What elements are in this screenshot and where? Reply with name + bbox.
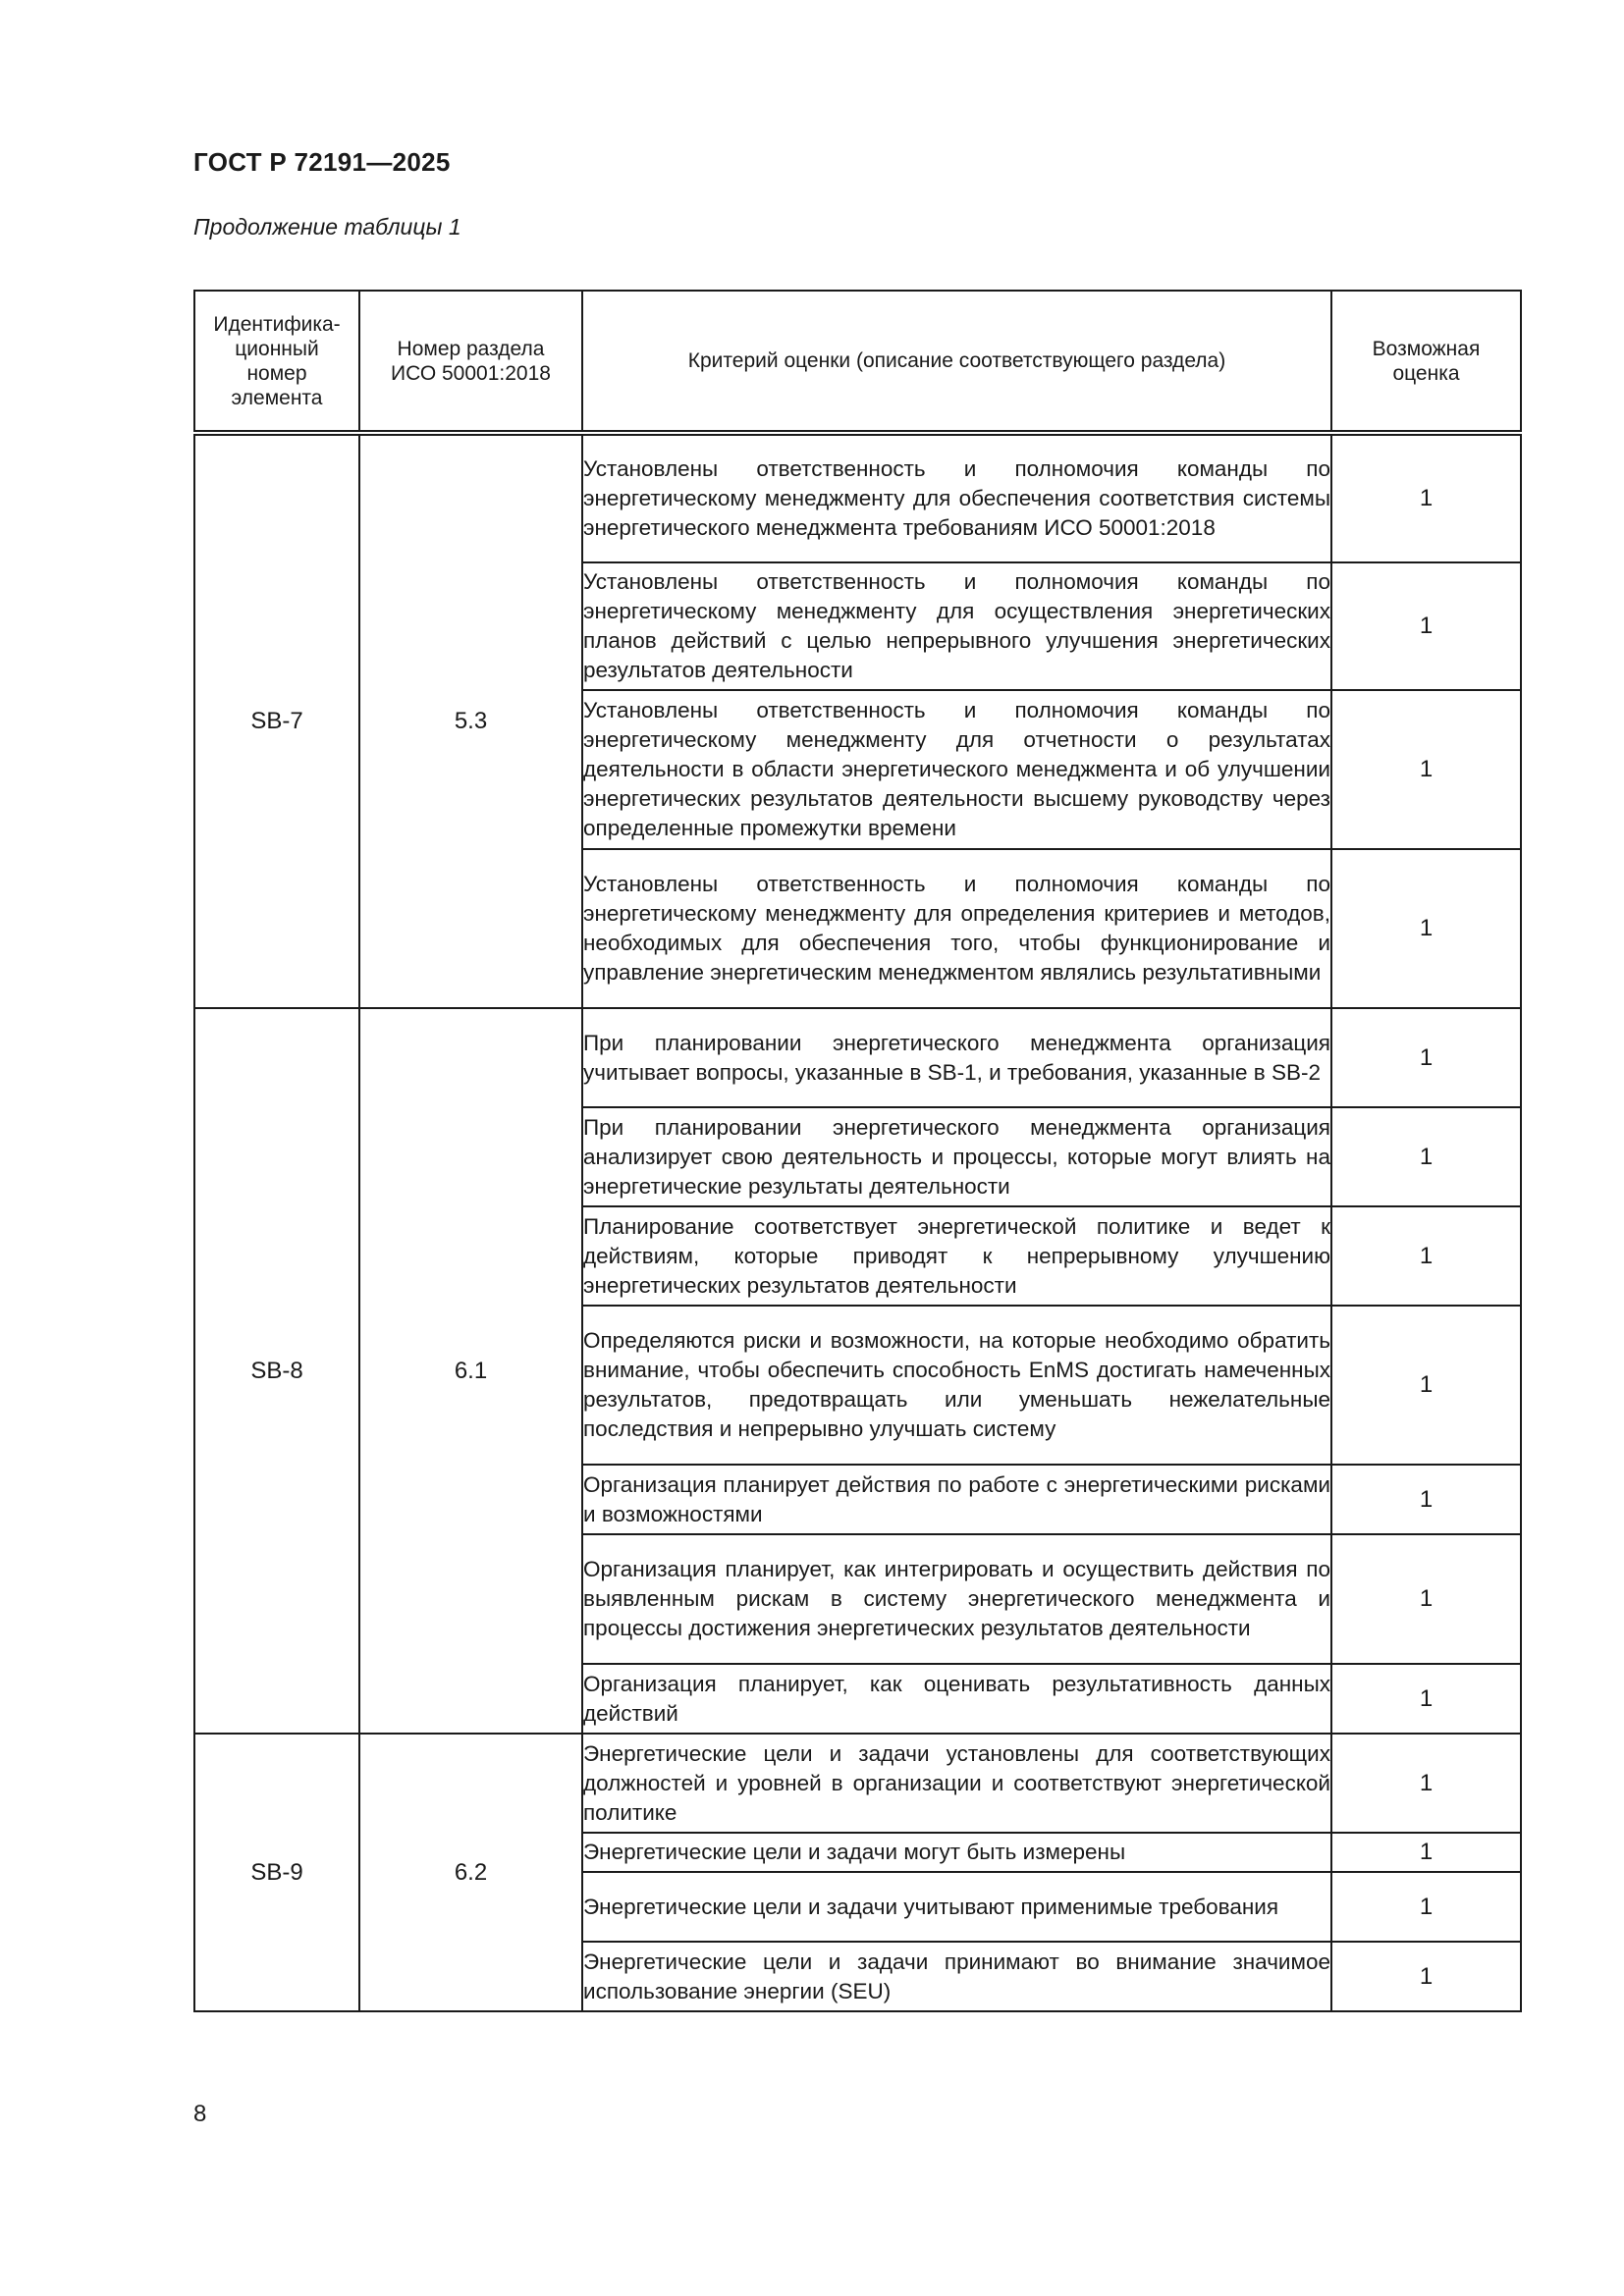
criterion-cell: Организация планирует, как оценивать результативность данных действий — [582, 1664, 1331, 1734]
table-row — [194, 433, 1521, 562]
element-id-sb7: SB-7 — [194, 433, 359, 1008]
header-criterion: Критерий оценки (описание соответствующего раздела) — [582, 291, 1331, 433]
criterion-cell: Установлены ответственность и полномочия команды по энергетическому менеджменту для определения критериев и методов, необходимых для обеспечения того, чтобы функционирование и управление энергетическим менеджментом являлись результативными — [582, 849, 1331, 1008]
criterion-cell: Организация планирует, как интегрировать и осуществить действия по выявленным рискам в систему энергетического менеджмента и процессы достижения энергетических результатов деятельности — [582, 1534, 1331, 1664]
score-cell: 1 — [1331, 1008, 1521, 1107]
criterion-cell: Установлены ответственность и полномочия команды по энергетическому менеджменту для отчетности о результатах деятельности в области энергетического менеджмента и об улучшении энергетических результатов деятельности высшему руководству через определенные промежутки времени — [582, 690, 1331, 849]
table-row — [194, 1008, 1521, 1107]
score-cell: 1 — [1331, 690, 1521, 849]
section-number-6-2: 6.2 — [359, 1734, 582, 2011]
table-caption: Продолжение таблицы 1 — [193, 214, 461, 240]
score-cell: 1 — [1331, 1107, 1521, 1206]
criterion-cell: При планировании энергетического менеджмента организация анализирует свою деятельность и процессы, которые могут влиять на энергетические результаты деятельности — [582, 1107, 1331, 1206]
score-cell: 1 — [1331, 1872, 1521, 1942]
score-cell: 1 — [1331, 1306, 1521, 1465]
header-section-number: Номер раздела ИСО 50001:2018 — [359, 291, 582, 433]
score-cell: 1 — [1331, 433, 1521, 562]
criterion-cell: Установлены ответственность и полномочия команды по энергетическому менеджменту для обеспечения соответствия системы энергетического менеджмента требованиям ИСО 50001:2018 — [582, 433, 1331, 562]
criterion-cell: Установлены ответственность и полномочия команды по энергетическому менеджменту для осуществления энергетических планов действий с целью непрерывного улучшения энергетических результатов деятельности — [582, 562, 1331, 690]
score-cell: 1 — [1331, 1833, 1521, 1872]
score-cell: 1 — [1331, 1534, 1521, 1664]
header-possible-score: Возможная оценка — [1331, 291, 1521, 433]
score-cell: 1 — [1331, 1664, 1521, 1734]
criterion-cell: При планировании энергетического менеджмента организация учитывает вопросы, указанные в SB-1, и требования, указанные в SB-2 — [582, 1008, 1331, 1107]
score-cell: 1 — [1331, 562, 1521, 690]
criterion-cell: Планирование соответствует энергетической политике и ведет к действиям, которые приводят к непрерывному улучшению энергетических результатов деятельности — [582, 1206, 1331, 1306]
element-id-sb8: SB-8 — [194, 1008, 359, 1734]
element-id-sb9: SB-9 — [194, 1734, 359, 2011]
table-header-row — [194, 291, 1521, 433]
header-id-number: Идентифика-ционный номер элемента — [194, 291, 359, 433]
score-cell: 1 — [1331, 1734, 1521, 1833]
score-cell: 1 — [1331, 1206, 1521, 1306]
score-cell: 1 — [1331, 1465, 1521, 1534]
score-cell: 1 — [1331, 849, 1521, 1008]
criterion-cell: Энергетические цели и задачи могут быть измерены — [582, 1833, 1331, 1872]
section-number-6-1: 6.1 — [359, 1008, 582, 1734]
criterion-cell: Организация планирует действия по работе с энергетическими рисками и возможностями — [582, 1465, 1331, 1534]
score-cell: 1 — [1331, 1942, 1521, 2011]
table-row — [194, 1734, 1521, 1833]
criterion-cell: Определяются риски и возможности, на которые необходимо обратить внимание, чтобы обеспечить способность EnMS достигать намеченных результатов, предотвращать или уменьшать нежелательные последствия и непрерывно улучшать систему — [582, 1306, 1331, 1465]
criteria-table — [193, 290, 1522, 2012]
criterion-cell: Энергетические цели и задачи установлены для соответствующих должностей и уровней в организации и соответствуют энергетической политике — [582, 1734, 1331, 1833]
criterion-cell: Энергетические цели и задачи принимают во внимание значимое использование энергии (SEU) — [582, 1942, 1331, 2011]
criterion-cell: Энергетические цели и задачи учитывают применимые требования — [582, 1872, 1331, 1942]
page-number: 8 — [193, 2101, 207, 2127]
section-number-5-3: 5.3 — [359, 433, 582, 1008]
document-title: ГОСТ Р 72191—2025 — [193, 147, 451, 177]
